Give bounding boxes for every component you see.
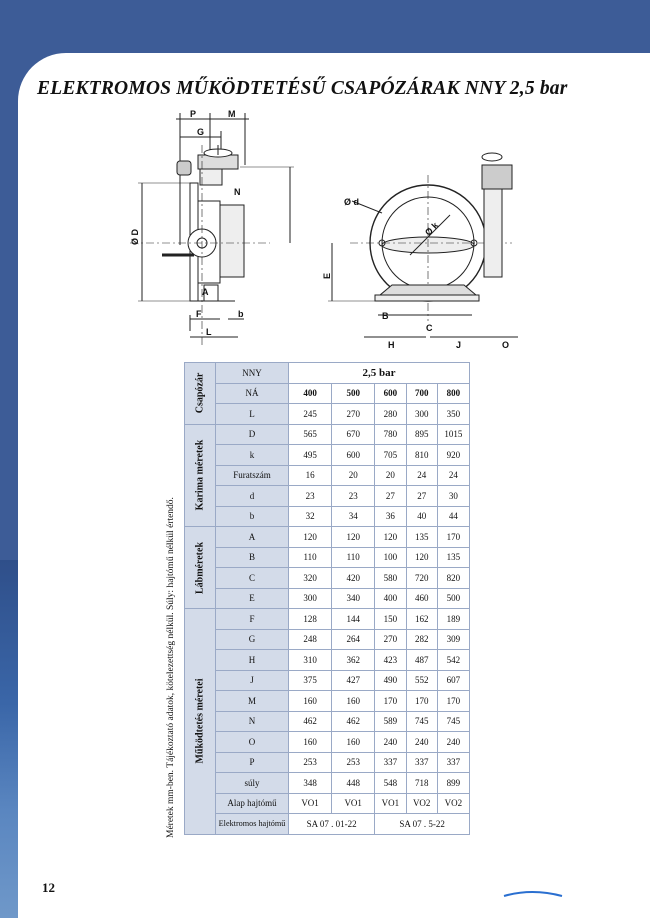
table-cell: 448 bbox=[332, 773, 375, 794]
table-cell: 110 bbox=[289, 547, 332, 568]
table-row bbox=[185, 773, 470, 794]
table-cell: 128 bbox=[289, 609, 332, 630]
table-cell: 120 bbox=[332, 527, 375, 548]
table-cell: 162 bbox=[406, 609, 437, 630]
table-row bbox=[185, 465, 470, 486]
table-row bbox=[185, 527, 470, 548]
table-cell: 420 bbox=[332, 568, 375, 589]
page-title: ELEKTROMOS MŰKÖDTETÉSŰ CSAPÓZÁRAK NNY 2,5 bar bbox=[37, 78, 568, 99]
label-O: O bbox=[502, 340, 510, 350]
table-cell: 282 bbox=[406, 629, 437, 650]
table-cell: 460 bbox=[406, 588, 437, 609]
label-M: M bbox=[228, 109, 236, 119]
row-label: NNY bbox=[216, 363, 289, 384]
group-karima: Karima méretek bbox=[185, 424, 216, 527]
table-row bbox=[185, 752, 470, 773]
front-view bbox=[328, 153, 518, 337]
label-J: J bbox=[456, 340, 462, 350]
row-label: C bbox=[216, 568, 289, 589]
table-cell: 337 bbox=[406, 752, 437, 773]
row-label: k bbox=[216, 445, 289, 466]
table-cell: 135 bbox=[406, 527, 437, 548]
table-cell: 36 bbox=[375, 506, 406, 527]
size-cell: 700 bbox=[406, 383, 437, 404]
table-cell: VO1 bbox=[375, 793, 406, 814]
table-cell: 160 bbox=[332, 732, 375, 753]
table-cell: 34 bbox=[332, 506, 375, 527]
table-cell: 120 bbox=[289, 527, 332, 548]
table-cell: 23 bbox=[332, 486, 375, 507]
table-cell: 253 bbox=[289, 752, 332, 773]
table-cell: SA 07 . 5-22 bbox=[375, 814, 470, 835]
table-row bbox=[185, 486, 470, 507]
row-label: D bbox=[216, 424, 289, 445]
table-row bbox=[185, 629, 470, 650]
table-cell: 300 bbox=[406, 404, 437, 425]
table-cell: 240 bbox=[406, 732, 437, 753]
label-b: b bbox=[238, 309, 244, 319]
table-cell: 120 bbox=[375, 527, 406, 548]
row-label: G bbox=[216, 629, 289, 650]
table-cell: 120 bbox=[406, 547, 437, 568]
table-cell: 300 bbox=[289, 588, 332, 609]
company-logo bbox=[500, 852, 610, 904]
table-cell: 423 bbox=[375, 650, 406, 671]
table-cell: 264 bbox=[332, 629, 375, 650]
table-cell: 895 bbox=[406, 424, 437, 445]
table-row bbox=[185, 424, 470, 445]
label-G: G bbox=[197, 127, 205, 137]
table-cell: 580 bbox=[375, 568, 406, 589]
size-cell: 800 bbox=[437, 383, 469, 404]
row-label: A bbox=[216, 527, 289, 548]
table-row bbox=[185, 711, 470, 732]
table-cell: 899 bbox=[437, 773, 469, 794]
table-cell: 40 bbox=[406, 506, 437, 527]
table-cell: 189 bbox=[437, 609, 469, 630]
table-row bbox=[185, 650, 470, 671]
table-cell: VO2 bbox=[406, 793, 437, 814]
table-row bbox=[185, 383, 470, 404]
table-cell: 110 bbox=[332, 547, 375, 568]
table-cell: 150 bbox=[375, 609, 406, 630]
table-cell: 542 bbox=[437, 650, 469, 671]
size-cell: 500 bbox=[332, 383, 375, 404]
row-label: P bbox=[216, 752, 289, 773]
table-cell: 337 bbox=[375, 752, 406, 773]
label-H: H bbox=[388, 340, 395, 350]
table-cell: 565 bbox=[289, 424, 332, 445]
size-cell: 400 bbox=[289, 383, 332, 404]
label-B: B bbox=[382, 311, 389, 321]
table-cell: 720 bbox=[406, 568, 437, 589]
table-cell: 745 bbox=[437, 711, 469, 732]
table-cell: 718 bbox=[406, 773, 437, 794]
table-cell: 400 bbox=[375, 588, 406, 609]
label-d: Ø d bbox=[344, 197, 359, 207]
table-cell: 320 bbox=[289, 568, 332, 589]
table-cell: 170 bbox=[375, 691, 406, 712]
table-cell: VO1 bbox=[289, 793, 332, 814]
table-cell: 135 bbox=[437, 547, 469, 568]
table-cell: 600 bbox=[332, 445, 375, 466]
table-cell: 780 bbox=[375, 424, 406, 445]
table-cell: 309 bbox=[437, 629, 469, 650]
label-L: L bbox=[206, 327, 212, 337]
row-label: b bbox=[216, 506, 289, 527]
table-cell: 340 bbox=[332, 588, 375, 609]
label-C: C bbox=[426, 323, 433, 333]
size-cell: 600 bbox=[375, 383, 406, 404]
table-cell: 44 bbox=[437, 506, 469, 527]
table-cell: 310 bbox=[289, 650, 332, 671]
label-D: Ø D bbox=[130, 228, 140, 245]
table-cell: 32 bbox=[289, 506, 332, 527]
table-cell: 337 bbox=[437, 752, 469, 773]
table-cell: VO2 bbox=[437, 793, 469, 814]
table-cell: 24 bbox=[406, 465, 437, 486]
table-cell: 248 bbox=[289, 629, 332, 650]
label-N: N bbox=[234, 187, 241, 197]
table-cell: 810 bbox=[406, 445, 437, 466]
table-cell: 240 bbox=[375, 732, 406, 753]
row-label: N bbox=[216, 711, 289, 732]
table-row bbox=[185, 732, 470, 753]
table-cell: 170 bbox=[406, 691, 437, 712]
side-view bbox=[130, 113, 294, 345]
label-E: E bbox=[322, 272, 332, 279]
row-label: H bbox=[216, 650, 289, 671]
row-label: NÁ bbox=[216, 383, 289, 404]
table-cell: 160 bbox=[289, 691, 332, 712]
row-label: M bbox=[216, 691, 289, 712]
table-row bbox=[185, 670, 470, 691]
table-row bbox=[185, 609, 470, 630]
table-cell: 20 bbox=[375, 465, 406, 486]
table-cell: 160 bbox=[289, 732, 332, 753]
table-cell: 1015 bbox=[437, 424, 469, 445]
label-A: A bbox=[202, 287, 209, 297]
row-label: B bbox=[216, 547, 289, 568]
table-cell: 348 bbox=[289, 773, 332, 794]
table-cell: 270 bbox=[332, 404, 375, 425]
table-cell: 30 bbox=[437, 486, 469, 507]
table-cell: 745 bbox=[406, 711, 437, 732]
table-cell: 27 bbox=[406, 486, 437, 507]
table-cell: 495 bbox=[289, 445, 332, 466]
label-P: P bbox=[190, 109, 197, 119]
table-row bbox=[185, 506, 470, 527]
table-cell: 144 bbox=[332, 609, 375, 630]
table-cell: 16 bbox=[289, 465, 332, 486]
technical-drawing bbox=[120, 105, 530, 357]
row-label: J bbox=[216, 670, 289, 691]
table-cell: 160 bbox=[332, 691, 375, 712]
row-label: F bbox=[216, 609, 289, 630]
table-cell: 462 bbox=[332, 711, 375, 732]
table-cell: 462 bbox=[289, 711, 332, 732]
table-row bbox=[185, 814, 470, 835]
table-cell: 27 bbox=[375, 486, 406, 507]
table-cell: 362 bbox=[332, 650, 375, 671]
row-label: Furatszám bbox=[216, 465, 289, 486]
spec-table bbox=[184, 362, 470, 835]
table-row bbox=[185, 568, 470, 589]
table-cell: 270 bbox=[375, 629, 406, 650]
table-cell: 170 bbox=[437, 691, 469, 712]
table-row bbox=[185, 404, 470, 425]
table-cell: 280 bbox=[375, 404, 406, 425]
table-cell: 490 bbox=[375, 670, 406, 691]
table-row bbox=[185, 691, 470, 712]
table-row bbox=[185, 445, 470, 466]
table-cell: 552 bbox=[406, 670, 437, 691]
table-cell: 589 bbox=[375, 711, 406, 732]
table-cell: 607 bbox=[437, 670, 469, 691]
table-row bbox=[185, 793, 470, 814]
table-cell: 670 bbox=[332, 424, 375, 445]
logo-text-3: Armatúra bbox=[566, 877, 590, 883]
table-row bbox=[185, 363, 470, 384]
row-label: O bbox=[216, 732, 289, 753]
table-cell: 487 bbox=[406, 650, 437, 671]
label-k: Ø k bbox=[422, 220, 441, 238]
row-label: súly bbox=[216, 773, 289, 794]
table-cell: SA 07 . 01-22 bbox=[289, 814, 375, 835]
table-cell: VO1 bbox=[332, 793, 375, 814]
row-label: d bbox=[216, 486, 289, 507]
table-cell: 100 bbox=[375, 547, 406, 568]
side-note: Méretek mm-ben. Tájékoztató adatok, kötelezettség nélkül. Súly: hajtómű nélkül értendő. bbox=[166, 497, 176, 838]
table-cell: 548 bbox=[375, 773, 406, 794]
group-csapozar: Csapózár bbox=[185, 363, 216, 425]
table-cell: 24 bbox=[437, 465, 469, 486]
table-cell: 920 bbox=[437, 445, 469, 466]
label-F: F bbox=[196, 309, 202, 319]
row-label: Elektromos hajtómű bbox=[216, 814, 289, 835]
table-cell: 705 bbox=[375, 445, 406, 466]
row-label: E bbox=[216, 588, 289, 609]
logo-text-1: GANZ-VÍZGÉP bbox=[552, 858, 597, 866]
logo-text-4: Kft bbox=[576, 885, 584, 891]
table-cell: 20 bbox=[332, 465, 375, 486]
table-cell: 820 bbox=[437, 568, 469, 589]
logo-text-2: & bbox=[574, 869, 579, 875]
table-cell: 23 bbox=[289, 486, 332, 507]
row-label: L bbox=[216, 404, 289, 425]
table-cell: 245 bbox=[289, 404, 332, 425]
table-cell: 427 bbox=[332, 670, 375, 691]
table-cell: 170 bbox=[437, 527, 469, 548]
table-cell: 350 bbox=[437, 404, 469, 425]
table-row bbox=[185, 547, 470, 568]
pressure-header: 2,5 bar bbox=[289, 363, 470, 384]
table-cell: 253 bbox=[332, 752, 375, 773]
page-number: 12 bbox=[42, 880, 55, 895]
group-mukodtetes: Működtetés méretei bbox=[185, 609, 216, 835]
table-cell: 240 bbox=[437, 732, 469, 753]
row-label: Alap hajtómű bbox=[216, 793, 289, 814]
group-lab: Lábméretek bbox=[185, 527, 216, 609]
table-row bbox=[185, 588, 470, 609]
table-cell: 500 bbox=[437, 588, 469, 609]
table-cell: 375 bbox=[289, 670, 332, 691]
